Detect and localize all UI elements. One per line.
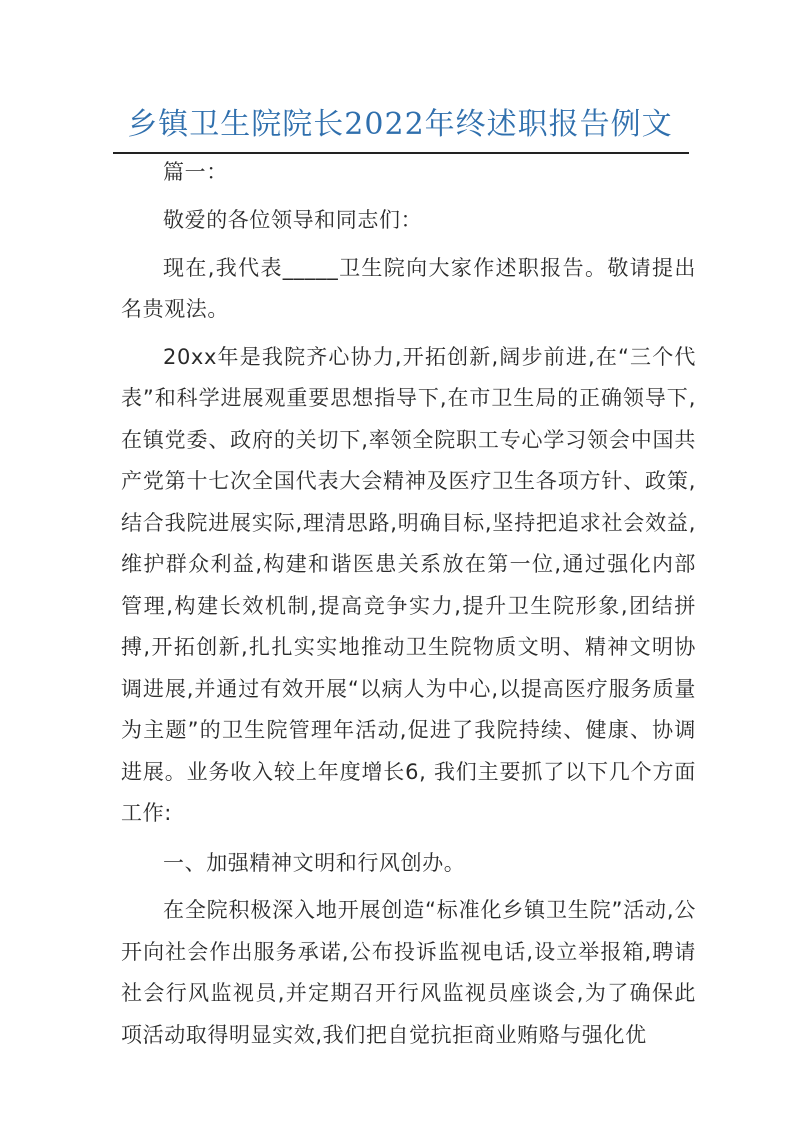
main-paragraph: 20xx年是我院齐心协力,开拓创新,阔步前进,在“三个代表”和科学进展观重要思想指导下,在市卫生局的正确领导下,在镇党委、政府的关切下,率领全院职工专心学习领会中国共产党第十七次全国代表大会精神及医疗卫生各项方针、政策,结合我院进展实际,理清思路,明确目标,坚持把追求社会效益,维护群众利益,构建和谐医患关系放在第一位,通过强化内部管理,构建长效机制,提高竞争实力,提升卫生院形象,团结拼搏,开拓创新,扎扎实实地推动卫生院物质文明、精神文明协调进展,并通过有效开展“以病人为中心,以提高医疗服务质量为主题”的卫生院管理年活动,促进了我院持续、健康、协调进展。业务收入较上年度增长6, 我们主要抓了以下几个方面工作: [121,344,696,825]
greeting-line: 敬爱的各位领导和同志们： [163,208,423,232]
last-paragraph: 在全院积极深入地开展创造“标准化乡镇卫生院”活动,公开向社会作出服务承诺,公布投诉监视电话,设立举报箱,聘请社会行风监视员,并定期召开行风监视员座谈会,为了确保此项活动取得明显实效,我们把自觉抗拒商业贿赂与强化优 [121,898,696,1047]
section-label: 篇一： [163,160,228,184]
document-body [121,152,696,1056]
section-heading-one: 一、加强精神文明和行风创办。 [163,850,466,875]
document-title: 乡镇卫生院院长2022年终述职报告例文 [127,107,673,142]
intro-paragraph: 现在,我代表_____卫生院向大家作述职报告。敬请提出名贵观法。 [121,255,696,321]
